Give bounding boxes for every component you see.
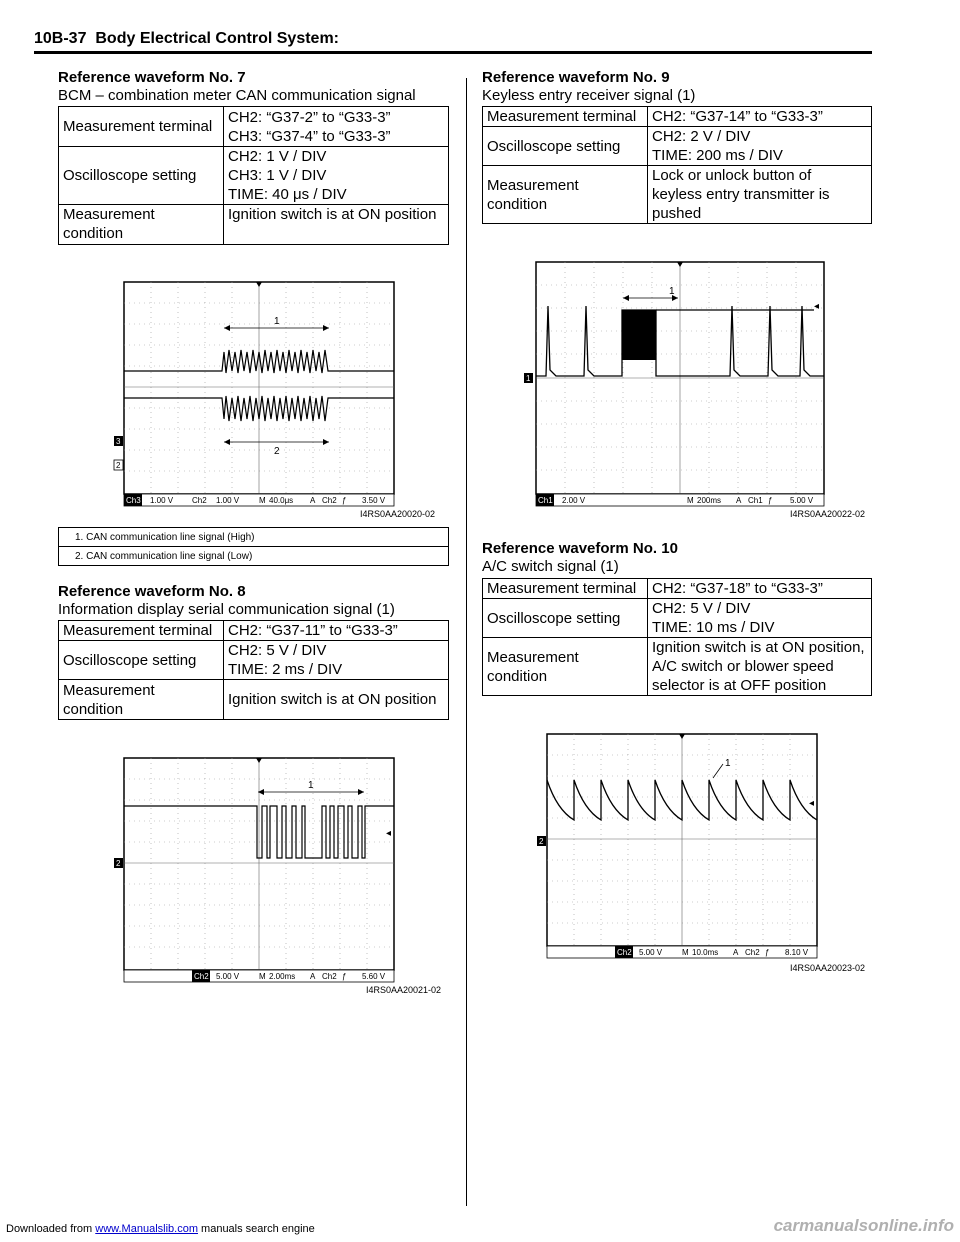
w7-legend-2: 2. CAN communication line signal (Low) <box>59 547 449 566</box>
w7-title: Reference waveform No. 7 <box>58 69 246 86</box>
page-title: Body Electrical Control System: <box>95 30 339 47</box>
svg-text:5.00 V: 5.00 V <box>639 948 663 957</box>
w8-ch2-marker: 2 <box>116 859 121 868</box>
page-header <box>34 30 339 48</box>
svg-text:◂: ◂ <box>809 798 815 809</box>
svg-text:Ch2: Ch2 <box>322 496 337 505</box>
svg-text:M: M <box>259 496 266 505</box>
w10-oscilloscope-trace <box>535 730 820 960</box>
w9-key-terminal: Measurement terminal <box>483 107 648 127</box>
svg-text:5.00 V: 5.00 V <box>790 496 814 505</box>
w9-subtitle: Keyless entry receiver signal (1) <box>482 87 696 104</box>
w7-legend-1: 1. CAN communication line signal (High) <box>59 528 449 547</box>
w10-key-terminal: Measurement terminal <box>483 579 648 599</box>
w7-key-terminal: Measurement terminal <box>59 107 224 147</box>
svg-text:10.0ms: 10.0ms <box>692 948 719 957</box>
svg-text:A: A <box>733 948 739 957</box>
svg-text:M: M <box>259 972 266 981</box>
w7-val-scope: CH2: 1 V / DIV CH3: 1 V / DIV TIME: 40 μs / DIV <box>224 147 449 205</box>
svg-text:Ch3: Ch3 <box>126 496 141 505</box>
w7-image-code: I4RS0AA20020-02 <box>360 509 436 519</box>
w9-title: Reference waveform No. 9 <box>482 69 670 86</box>
svg-text:◂: ◂ <box>814 301 820 312</box>
page-number: 10B-37 <box>34 30 87 47</box>
svg-text:ƒ: ƒ <box>342 972 347 981</box>
w8-key-condition: Measurement condition <box>59 680 224 720</box>
w9-image-code: I4RS0AA20022-02 <box>790 509 866 519</box>
w7-marker-1: 1 <box>274 316 280 327</box>
svg-text:ƒ: ƒ <box>768 496 773 505</box>
svg-text:Ch1: Ch1 <box>748 496 763 505</box>
w8-key-scope: Oscilloscope setting <box>59 641 224 680</box>
svg-text:3.50 V: 3.50 V <box>362 496 386 505</box>
svg-text:M: M <box>687 496 694 505</box>
w9-val-terminal: CH2: “G37-14” to “G33-3” <box>648 107 872 127</box>
w7-legend-table <box>58 527 449 566</box>
svg-text:5.60 V: 5.60 V <box>362 972 386 981</box>
w10-marker-1: 1 <box>725 758 731 769</box>
manualslib-link[interactable]: www.Manualslib.com <box>95 1223 198 1235</box>
w9-key-scope: Oscilloscope setting <box>483 127 648 166</box>
w10-val-condition: Ignition switch is at ON position, A/C switch or blower speed selector is at OFF position <box>648 638 872 696</box>
svg-text:◂: ◂ <box>386 828 392 839</box>
w10-subtitle: A/C switch signal (1) <box>482 558 619 575</box>
w9-key-condition: Measurement condition <box>483 166 648 224</box>
w10-key-scope: Oscilloscope setting <box>483 599 648 638</box>
w10-spec-table <box>482 578 872 696</box>
svg-text:8.10 V: 8.10 V <box>785 948 809 957</box>
svg-text:Ch2: Ch2 <box>194 972 209 981</box>
w7-subtitle: BCM – combination meter CAN communication signal <box>58 87 416 104</box>
w8-image-code: I4RS0AA20021-02 <box>366 985 442 995</box>
w8-title: Reference waveform No. 8 <box>58 583 246 600</box>
w10-title: Reference waveform No. 10 <box>482 540 678 557</box>
svg-text:A: A <box>310 972 316 981</box>
svg-text:5.00 V: 5.00 V <box>216 972 240 981</box>
w10-key-condition: Measurement condition <box>483 638 648 696</box>
w8-val-scope: CH2: 5 V / DIV TIME: 2 ms / DIV <box>224 641 449 680</box>
w7-marker-2: 2 <box>274 446 280 457</box>
svg-text:2.00 V: 2.00 V <box>562 496 586 505</box>
w9-oscilloscope-trace <box>522 258 828 508</box>
svg-text:Ch2: Ch2 <box>192 496 207 505</box>
w8-subtitle: Information display serial communication signal (1) <box>58 601 395 618</box>
svg-text:1.00 V: 1.00 V <box>150 496 174 505</box>
svg-text:Ch2: Ch2 <box>322 972 337 981</box>
download-footer: Downloaded from www.Manualslib.com manuals search engine <box>6 1223 315 1235</box>
w7-spec-table <box>58 106 449 245</box>
w8-val-terminal: CH2: “G37-11” to “G33-3” <box>224 621 449 641</box>
w7-ch3-marker: 3 <box>116 437 121 446</box>
w10-image-code: I4RS0AA20023-02 <box>790 963 866 973</box>
w8-oscilloscope-trace <box>112 754 398 984</box>
svg-text:40.0μs: 40.0μs <box>269 496 294 505</box>
w7-oscilloscope-trace <box>112 278 398 508</box>
w9-ch1-marker: 1 <box>526 374 531 383</box>
svg-text:Ch2: Ch2 <box>745 948 760 957</box>
w10-val-scope: CH2: 5 V / DIV TIME: 10 ms / DIV <box>648 599 872 638</box>
svg-text:ƒ: ƒ <box>342 496 347 505</box>
watermark: carmanualsonline.info <box>773 1216 954 1235</box>
svg-text:Ch2: Ch2 <box>617 948 632 957</box>
svg-text:1.00 V: 1.00 V <box>216 496 240 505</box>
svg-text:M: M <box>682 948 689 957</box>
svg-text:200ms: 200ms <box>697 496 722 505</box>
w9-spec-table <box>482 106 872 224</box>
w10-ch2-marker: 2 <box>539 837 544 846</box>
w8-key-terminal: Measurement terminal <box>59 621 224 641</box>
svg-text:Ch1: Ch1 <box>538 496 553 505</box>
w9-val-condition: Lock or unlock button of keyless entry transmitter is pushed <box>648 166 872 224</box>
svg-text:A: A <box>736 496 742 505</box>
w9-marker-1: 1 <box>669 286 675 297</box>
w7-val-terminal: CH2: “G37-2” to “G33-3” CH3: “G37-4” to “G33-3” <box>224 107 449 147</box>
w10-val-terminal: CH2: “G37-18” to “G33-3” <box>648 579 872 599</box>
w7-key-scope: Oscilloscope setting <box>59 147 224 205</box>
w8-val-condition: Ignition switch is at ON position <box>224 680 449 720</box>
w7-key-condition: Measurement condition <box>59 205 224 245</box>
svg-text:2.00ms: 2.00ms <box>269 972 296 981</box>
header-rule <box>34 51 872 54</box>
column-divider <box>466 78 467 1206</box>
svg-text:ƒ: ƒ <box>765 948 770 957</box>
w8-spec-table <box>58 620 449 720</box>
w7-val-condition: Ignition switch is at ON position <box>224 205 449 245</box>
svg-text:A: A <box>310 496 316 505</box>
w8-marker-1: 1 <box>308 780 314 791</box>
w9-val-scope: CH2: 2 V / DIV TIME: 200 ms / DIV <box>648 127 872 166</box>
w7-ch2-marker: 2 <box>116 461 121 470</box>
